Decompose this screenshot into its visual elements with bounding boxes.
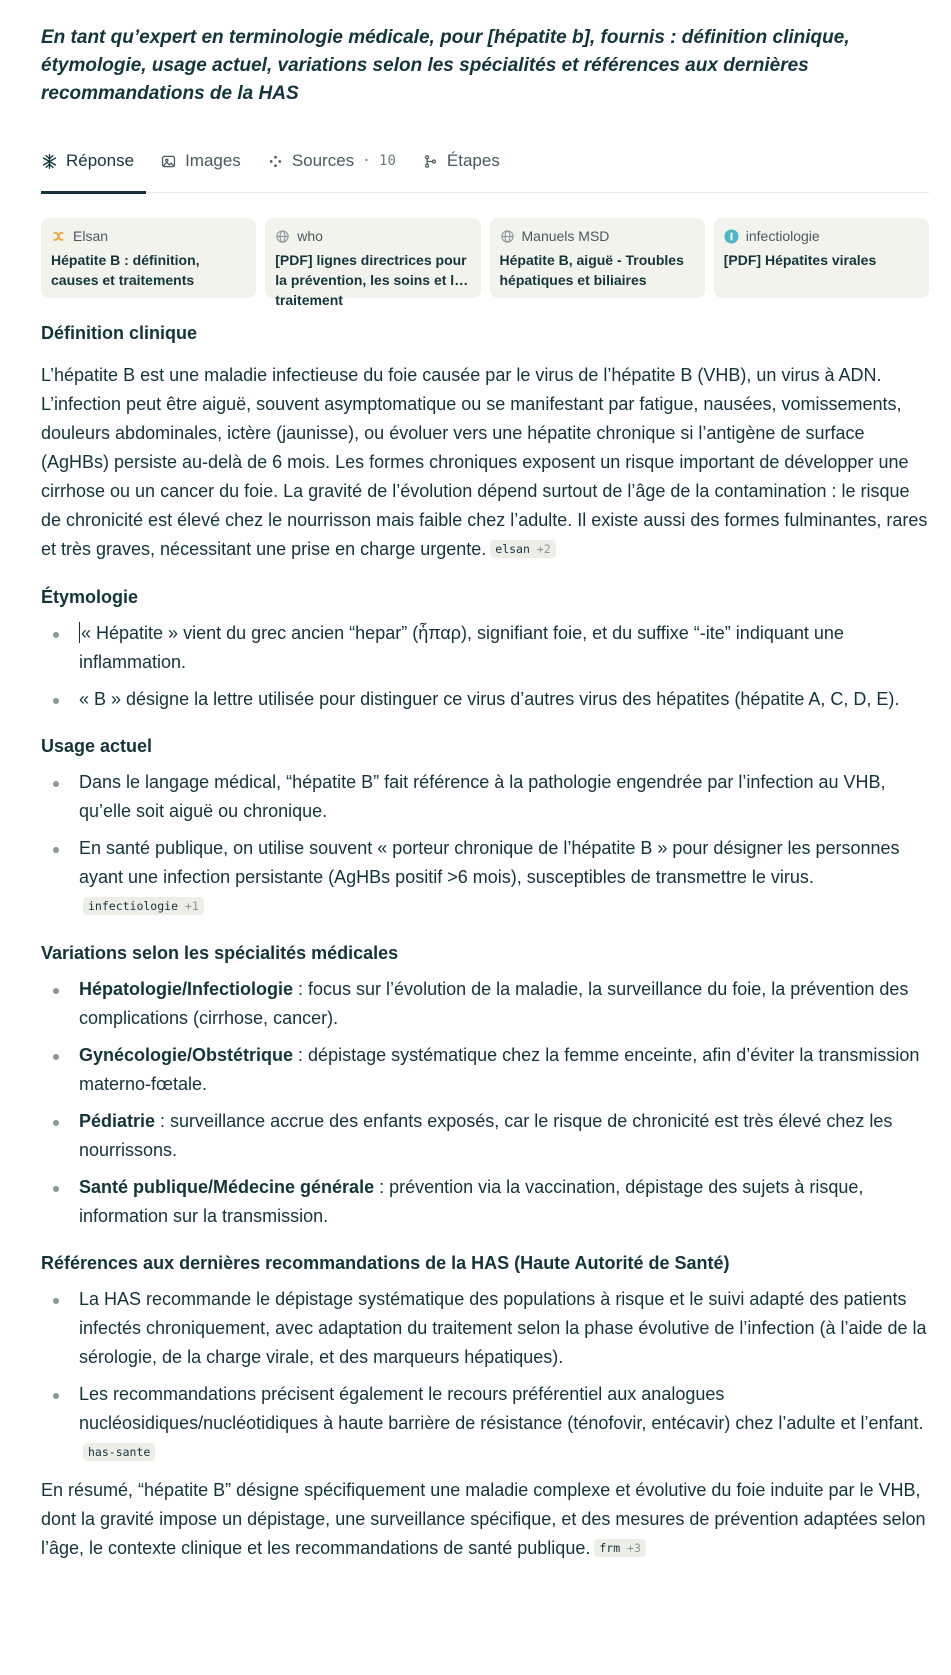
source-title: Hépatite B, aiguë - Troubles hépatiques et biliaires [499,252,684,288]
definition-text: L’hépatite B est une maladie infectieuse du foie causée par le virus de l’hépatite B (VHB), un virus à ADN. L’infection peut être aiguë, souvent asymptomatique ou se manifestant par fatigue, nausées, vomissements, douleurs abdominales, ictère (jaunisse), ou évoluer vers une hépatite chronique si l’antigène de surface (AgHBs) persiste au-delà de 6 mois. Les formes chroniques exposent un risque important de développer une cirrhose ou un cancer du foie. La gravité de l’évolution dépend surtout de l’âge de la contamination : le risque de chronicité est élevé chez le nourrisson mais faible chez l’adulte. Il existe aussi des formes fulminantes, rares et très graves, nécessitant une prise en charge urgente. [41,365,928,559]
answer-content [41,320,931,1563]
citation-more: +3 [627,1541,641,1555]
list-item [41,768,931,826]
tab-images[interactable] [160,146,241,176]
list-item [41,1380,931,1467]
list-item-text: « Hépatite » vient du grec ancien “hepar” (ἧπαρ), signifiant foie, et du suffixe “-ite” indiquant une inflammation. [79,623,844,672]
source-card-infectiologie[interactable] [714,218,929,298]
source-card-who[interactable] [265,218,480,308]
section-heading-definition: Définition clinique [41,323,197,343]
answer-tabs [41,146,929,193]
image-icon [160,153,177,170]
list-item [41,975,931,1033]
elsan-logo-icon [51,229,66,244]
sources-icon [267,153,284,170]
tab-label: Réponse [66,151,135,170]
citation-badge[interactable] [490,540,555,558]
steps-icon [422,153,439,170]
tab-label: Images [185,151,241,170]
globe-icon [275,229,290,244]
section-heading-usage: Usage actuel [41,736,153,756]
tab-sources[interactable] [267,146,396,176]
tab-label: Étapes [446,151,500,170]
citation-label: infectiologie [88,899,179,913]
source-card-elsan[interactable] [41,218,256,298]
list-item [41,1285,931,1372]
etymology-list [41,619,931,714]
source-site: Manuels MSD [521,228,610,244]
text-cursor [79,622,80,643]
globe-icon [500,229,515,244]
list-item [41,1173,931,1231]
source-title: [PDF] lignes directrices pour la prévention, les soins et le traitement [275,252,467,308]
source-cards [41,218,929,308]
list-item-text: « B » désigne la lettre utilisée pour distinguer ce virus d’autres virus des hépatites (hépatite A, C, D, E). [79,689,900,709]
sources-count: · 10 [362,153,396,169]
citation-more: +1 [184,899,199,913]
citation-badge[interactable] [83,897,204,915]
citation-label: elsan [495,542,530,556]
list-item-text: Dans le langage médical, “hépatite B” fait référence à la pathologie engendrée par l’infection au VHB, qu’elle soit aiguë ou chronique. [79,772,886,821]
list-item [41,619,931,677]
source-title: [PDF] Hépatites virales [723,252,877,268]
definition-paragraph [41,361,931,564]
usage-list [41,768,931,921]
summary-paragraph [41,1476,931,1563]
source-site: infectiologie [745,228,820,244]
summary-text: En résumé, “hépatite B” désigne spécifiquement une maladie complexe et évolutive du foie induite par le VHB, dont la gravité impose un dépistage, une surveillance spécifique, et des mesures de prévention adaptées selon l’âge, le contexte clinique et les recommandations de santé publique. [41,1480,926,1558]
list-item [41,834,931,921]
specialty-term: Gynécologie/Obstétrique [79,1045,294,1065]
citation-label: frm [599,1541,621,1555]
query-title: En tant qu’expert en terminologie médicale, pour [hépatite b], fournis : définition clinique, étymologie, usage actuel, variations selon les spécialités et références aux dernières recommandations de la HAS [41,27,850,104]
list-item-text: : prévention via la vaccination, dépistage des sujets à risque, information sur la transmission. [79,1177,864,1226]
source-title: Hépatite B : définition, causes et traitements [51,252,200,288]
list-item-text: : dépistage systématique chez la femme enceinte, afin d’éviter la transmission materno-fœtale. [79,1045,920,1094]
list-item-text: : surveillance accrue des enfants exposés, car le risque de chronicité est très élevé chez les nourrissons. [79,1111,893,1160]
source-site: who [297,228,323,244]
tab-etapes[interactable] [422,146,500,176]
source-site: Elsan [73,228,109,244]
list-item-text: : focus sur l’évolution de la maladie, la surveillance du foie, la prévention des complications (cirrhose, cancer). [79,979,909,1028]
section-heading-etymology: Étymologie [41,587,139,607]
list-item-text: En santé publique, on utilise souvent « porteur chronique de l’hépatite B » pour désigner les personnes ayant une infection persistante (AgHBs positif >6 mois), susceptibles de transmettre le virus. [79,838,900,887]
variations-list [41,975,931,1231]
list-item [41,685,931,714]
list-item [41,1041,931,1099]
specialty-term: Hépatologie/Infectiologie [79,979,294,999]
list-item [41,1107,931,1165]
answer-icon [41,153,58,170]
citation-badge[interactable] [83,1443,155,1461]
citation-badge[interactable] [594,1539,646,1557]
citation-label: has-sante [88,1445,151,1459]
list-item-text: Les recommandations précisent également le recours préférentiel aux analogues nucléosidiques/nucléotidiques à haute barrière de résistance (ténofovir, entécavir) chez l’adulte et l’enfant. [79,1384,924,1433]
infectiologie-logo-icon [724,229,739,244]
tab-reponse[interactable] [41,146,134,176]
has-list [41,1285,931,1467]
section-heading-has: Références aux dernières recommandations de la HAS (Haute Autorité de Santé) [41,1253,730,1273]
section-heading-variations: Variations selon les spécialités médicales [41,943,399,963]
specialty-term: Pédiatrie [79,1111,156,1131]
citation-more: +2 [536,542,551,556]
list-item-text: La HAS recommande le dépistage systématique des populations à risque et le suivi adapté des patients infectés chroniquement, avec adaptation du traitement selon la phase évolutive de l’infection (à l’aide de la sérologie, de la charge virale, et des marqueurs hépatiques). [79,1289,927,1367]
source-card-msd[interactable] [490,218,705,298]
tab-label: Sources [291,151,355,170]
specialty-term: Santé publique/Médecine générale [79,1177,375,1197]
